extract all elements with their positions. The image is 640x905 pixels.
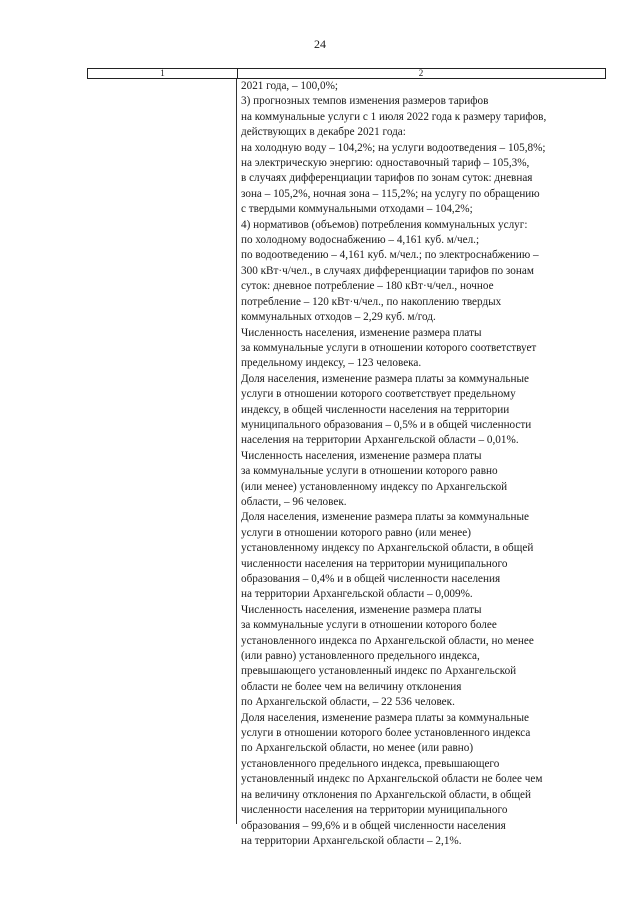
text-line: за коммунальные услуги в отношении которого более bbox=[241, 619, 497, 632]
text-line: в случаях дифференциации тарифов по зонам суток: дневная bbox=[241, 172, 533, 185]
text-line: по холодному водоснабжению – 4,161 куб. м/чел.; bbox=[241, 234, 480, 247]
text-line: на электрическую энергию: одноставочный тариф – 105,3%, bbox=[241, 157, 530, 170]
text-line: по Архангельской области, но менее (или равно) bbox=[241, 742, 474, 755]
text-line: коммунальных отходов – 2,29 куб. м/год. bbox=[241, 311, 436, 324]
table-header-row bbox=[87, 68, 606, 79]
text-line: Численность населения, изменение размера платы bbox=[241, 603, 482, 616]
column-divider bbox=[236, 79, 237, 824]
text-line: (или равно) установленного предельного индекса, bbox=[241, 650, 480, 663]
text-line: на территории Архангельской области – 2,1%. bbox=[241, 834, 462, 847]
text-line: установленного предельного индекса, превышающего bbox=[241, 757, 500, 770]
text-line: установленный индекс по Архангельской области не более чем bbox=[241, 773, 543, 786]
text-line: численности населения на территории муниципального bbox=[241, 804, 508, 817]
text-line: суток: дневное потребление – 180 кВт·ч/чел., ночное bbox=[241, 280, 494, 293]
text-line: на величину отклонения по Архангельской области, в общей bbox=[241, 788, 531, 801]
text-line: на территории Архангельской области – 0,009%. bbox=[241, 588, 473, 601]
text-line: по водоотведению – 4,161 куб. м/чел.; по электроснабжению – bbox=[241, 249, 539, 262]
text-line: (или менее) установленному индексу по Архангельской bbox=[241, 480, 508, 493]
text-line: населения на территории Архангельской области – 0,01%. bbox=[241, 434, 519, 447]
text-line: образования – 0,4% и в общей численности населения bbox=[241, 573, 501, 585]
text-line: за коммунальные услуги в отношении которого соответствует bbox=[241, 341, 537, 354]
text-line: по Архангельской области, – 22 536 человек. bbox=[241, 696, 455, 709]
table-header-col-2: 2 bbox=[418, 68, 424, 78]
text-line: услуги в отношении которого соответствует предельному bbox=[241, 388, 516, 401]
text-line: Доля населения, изменение размера платы за коммунальные bbox=[241, 711, 529, 724]
text-line: области не более чем на величину отклонения bbox=[241, 680, 462, 693]
text-line: услуги в отношении которого равно (или менее) bbox=[241, 526, 471, 539]
text-line: 3) прогнозных темпов изменения размеров тарифов bbox=[241, 95, 489, 108]
text-line: на коммунальные услуги с 1 июля 2022 года к размеру тарифов, bbox=[241, 110, 547, 123]
text-line: установленного индекса по Архангельской области, но менее bbox=[241, 634, 534, 647]
text-line: зона – 105,2%, ночная зона – 115,2%; на услугу по обращению bbox=[241, 187, 540, 200]
text-line: образования – 99,6% и в общей численности населения bbox=[241, 819, 506, 832]
text-line: потребление – 120 кВт·ч/чел., по накоплению твердых bbox=[241, 295, 502, 308]
text-line: за коммунальные услуги в отношении которого равно bbox=[241, 465, 498, 478]
text-line: Численность населения, изменение размера платы bbox=[241, 326, 482, 339]
table-header-col-1: 1 bbox=[88, 69, 238, 78]
page-number: 24 bbox=[314, 37, 326, 51]
text-line: муниципального образования – 0,5% и в общей численности bbox=[241, 418, 532, 431]
text-line: области, – 96 человек. bbox=[241, 495, 347, 508]
text-line: 300 кВт·ч/чел., в случаях дифференциации тарифов по зонам bbox=[241, 264, 534, 277]
text-line: Численность населения, изменение размера платы bbox=[241, 449, 482, 462]
table-cell-text bbox=[241, 79, 606, 849]
text-line: Доля населения, изменение размера платы за коммунальные bbox=[241, 511, 529, 524]
text-line: превышающего установленный индекс по Архангельской bbox=[241, 665, 517, 678]
text-line: предельному индексу, – 123 человека. bbox=[241, 357, 422, 370]
text-line: с твердыми коммунальными отходами – 104,2%; bbox=[241, 203, 473, 216]
text-line: действующих в декабре 2021 года: bbox=[241, 126, 406, 139]
text-line: численности населения на территории муниципального bbox=[241, 557, 508, 570]
text-line: индексу, в общей численности населения на территории bbox=[241, 403, 510, 416]
text-line: на холодную воду – 104,2%; на услуги водоотведения – 105,8%; bbox=[241, 141, 546, 154]
text-line: 4) нормативов (объемов) потребления коммунальных услуг: bbox=[241, 218, 528, 231]
text-line: установленному индексу по Архангельской области, в общей bbox=[241, 542, 534, 555]
text-line: Доля населения, изменение размера платы за коммунальные bbox=[241, 372, 529, 385]
text-line: услуги в отношении которого более установленного индекса bbox=[241, 727, 531, 740]
text-line: 2021 года, – 100,0%; bbox=[241, 80, 338, 92]
